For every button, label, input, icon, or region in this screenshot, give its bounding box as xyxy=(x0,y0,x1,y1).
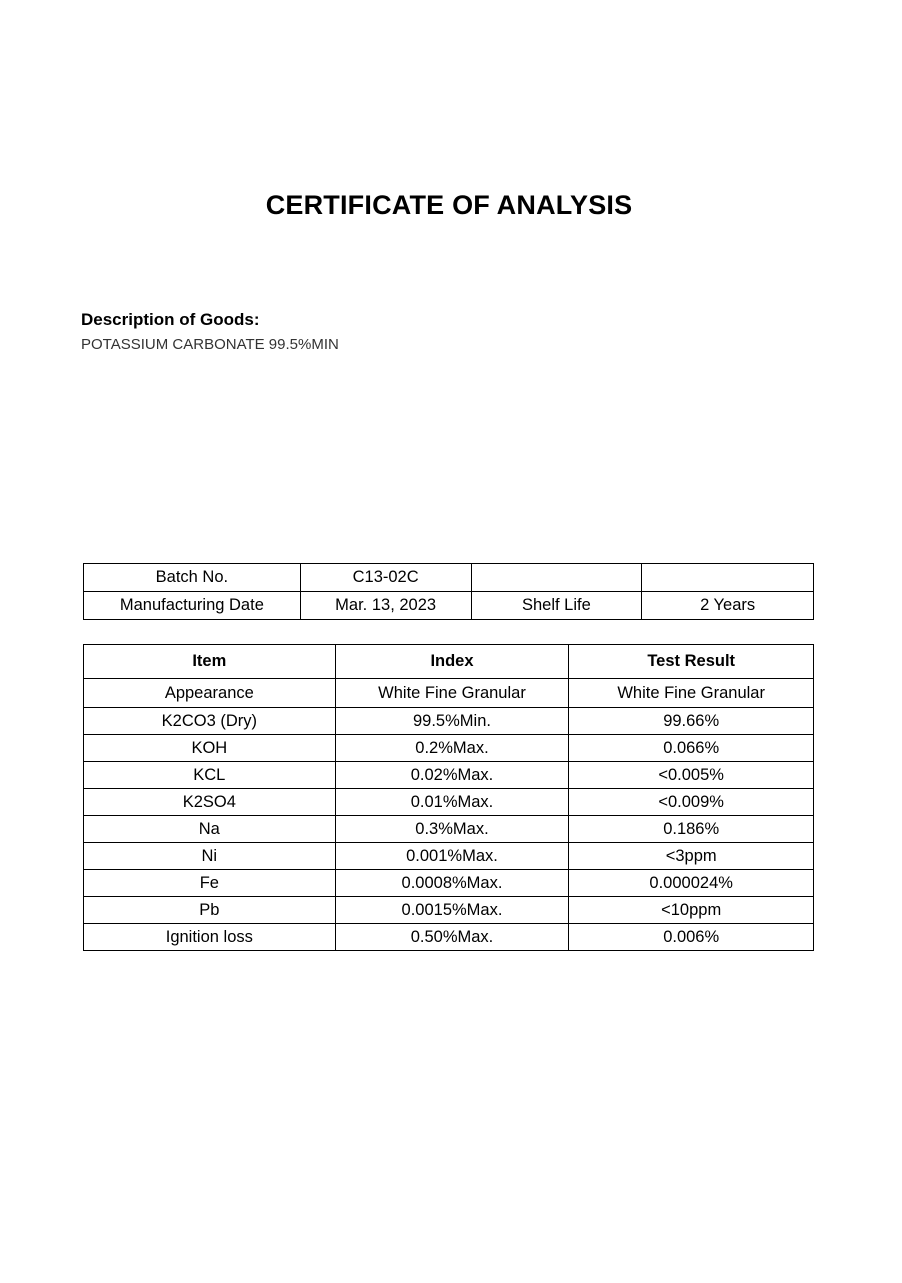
table-row xyxy=(84,897,814,924)
manufacturing-date-label: Manufacturing Date xyxy=(84,592,301,620)
item-cell: Ignition loss xyxy=(84,924,336,951)
item-cell: Pb xyxy=(84,897,336,924)
batch-row xyxy=(84,564,814,592)
table-row xyxy=(84,816,814,843)
table-row xyxy=(84,762,814,789)
index-cell: 0.01%Max. xyxy=(335,789,569,816)
table-row xyxy=(84,735,814,762)
index-cell: 99.5%Min. xyxy=(335,708,569,735)
result-cell: 0.186% xyxy=(569,816,814,843)
index-cell: 0.50%Max. xyxy=(335,924,569,951)
item-cell: Na xyxy=(84,816,336,843)
table-row xyxy=(84,924,814,951)
index-cell: 0.3%Max. xyxy=(335,816,569,843)
item-cell: K2SO4 xyxy=(84,789,336,816)
shelf-life-value: 2 Years xyxy=(642,592,814,620)
index-cell: White Fine Granular xyxy=(335,679,569,708)
manufacturing-row xyxy=(84,592,814,620)
batch-number-label: Batch No. xyxy=(84,564,301,592)
column-header-item: Item xyxy=(84,645,336,679)
description-label: Description of Goods: xyxy=(81,310,260,329)
document-title: CERTIFICATE OF ANALYSIS xyxy=(265,190,633,220)
result-cell: <0.005% xyxy=(569,762,814,789)
result-cell: White Fine Granular xyxy=(569,679,814,708)
index-cell: 0.2%Max. xyxy=(335,735,569,762)
result-cell: <0.009% xyxy=(569,789,814,816)
table-row xyxy=(84,789,814,816)
shelf-life-label: Shelf Life xyxy=(471,592,642,620)
index-cell: 0.0008%Max. xyxy=(335,870,569,897)
result-cell: <10ppm xyxy=(569,897,814,924)
item-cell: Ni xyxy=(84,843,336,870)
item-cell: KOH xyxy=(84,735,336,762)
index-cell: 0.02%Max. xyxy=(335,762,569,789)
result-cell: 0.006% xyxy=(569,924,814,951)
item-cell: Fe xyxy=(84,870,336,897)
table-header-row xyxy=(84,645,814,679)
batch-number-value: C13-02C xyxy=(300,564,471,592)
column-header-index: Index xyxy=(335,645,569,679)
item-cell: K2CO3 (Dry) xyxy=(84,708,336,735)
result-cell: <3ppm xyxy=(569,843,814,870)
item-cell: KCL xyxy=(84,762,336,789)
result-cell: 0.066% xyxy=(569,735,814,762)
table-row xyxy=(84,679,814,708)
item-cell: Appearance xyxy=(84,679,336,708)
index-cell: 0.001%Max. xyxy=(335,843,569,870)
table-row xyxy=(84,843,814,870)
batch-info-table xyxy=(83,563,814,620)
empty-cell xyxy=(642,564,814,592)
description-value: POTASSIUM CARBONATE 99.5%MIN xyxy=(81,336,339,353)
table-row xyxy=(84,870,814,897)
table-row xyxy=(84,708,814,735)
result-cell: 0.000024% xyxy=(569,870,814,897)
analysis-results-table xyxy=(83,644,814,951)
column-header-test-result: Test Result xyxy=(569,645,814,679)
empty-cell xyxy=(471,564,642,592)
index-cell: 0.0015%Max. xyxy=(335,897,569,924)
result-cell: 99.66% xyxy=(569,708,814,735)
manufacturing-date-value: Mar. 13, 2023 xyxy=(300,592,471,620)
